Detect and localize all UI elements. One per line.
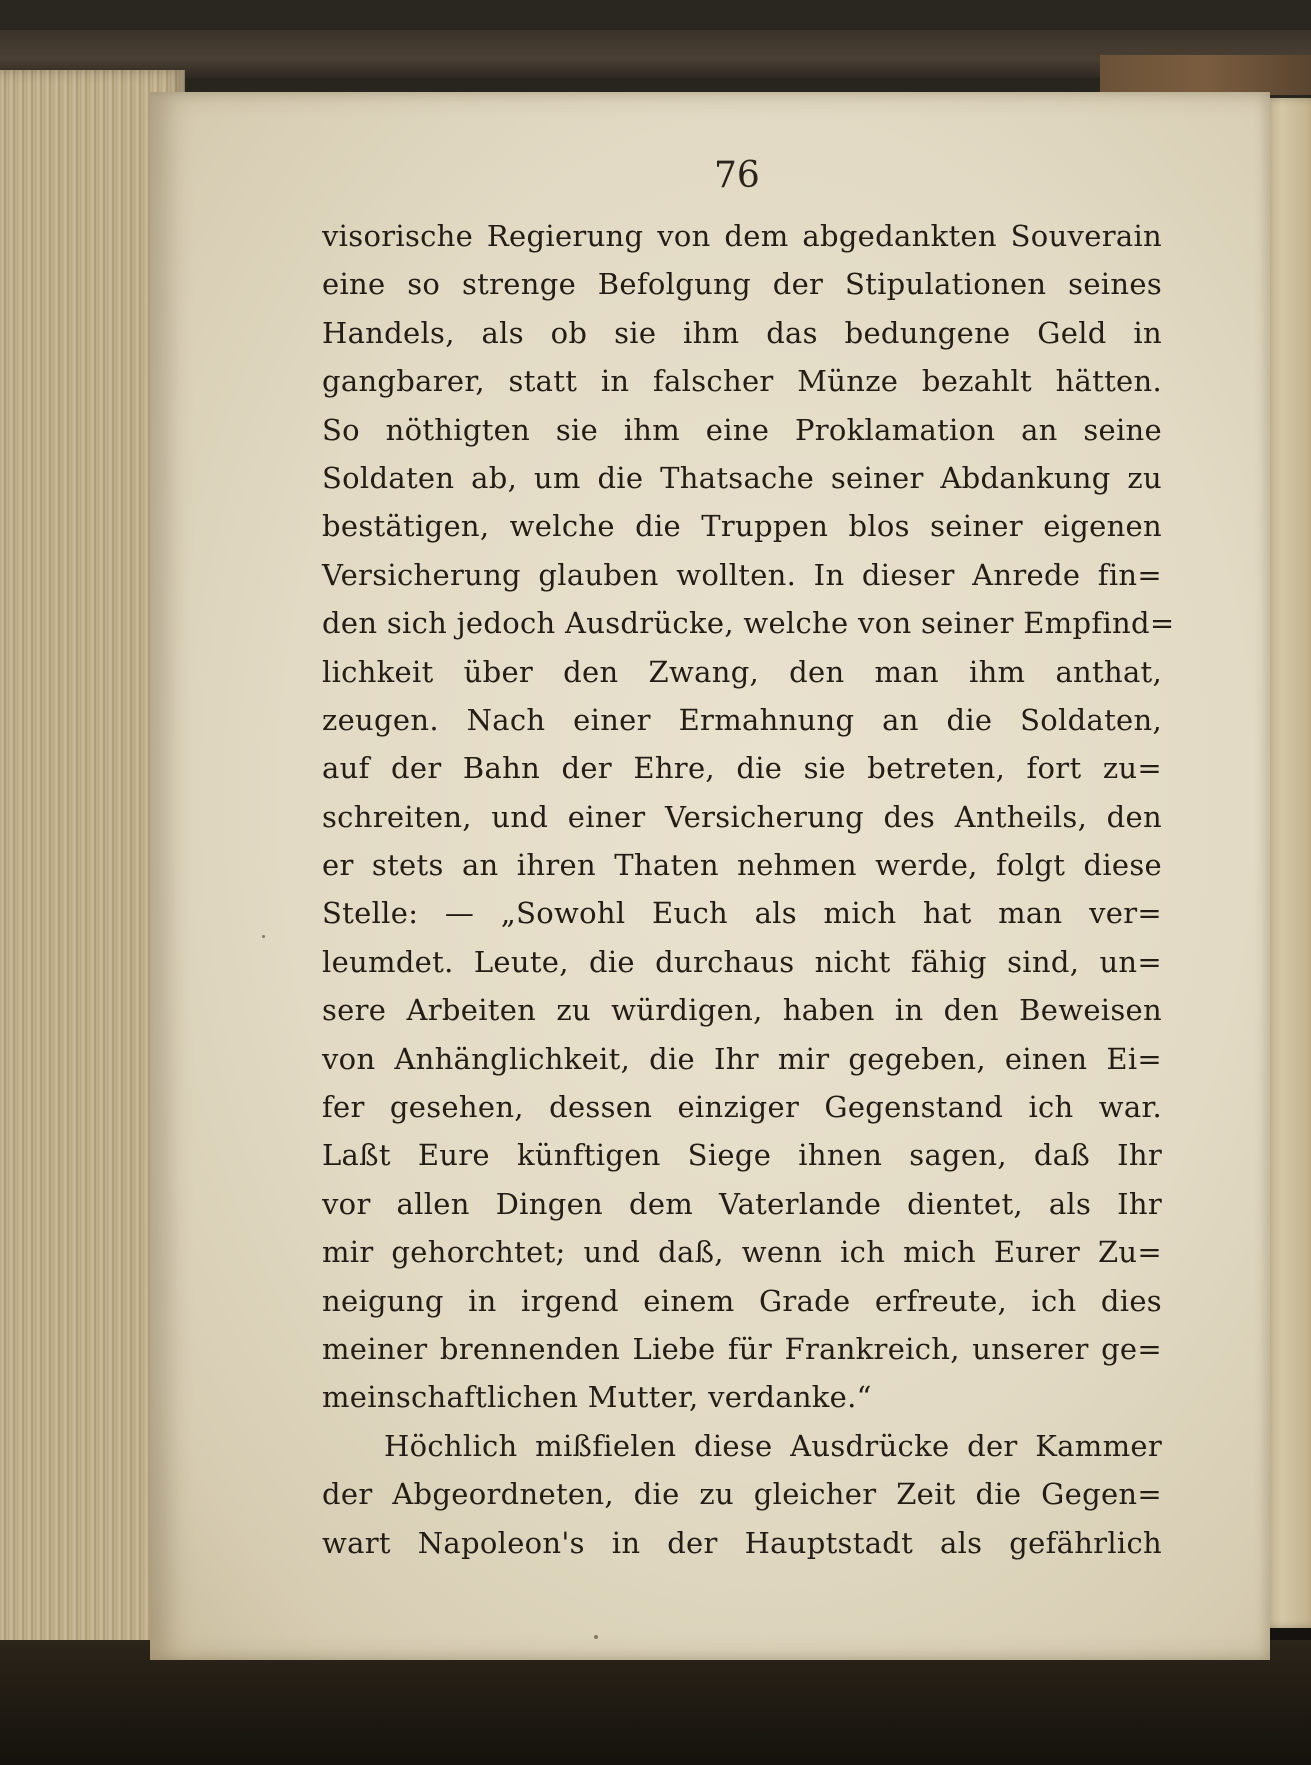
text-line: vor allen Dingen dem Vaterlande dientet, als Ihr [322,1186,1162,1221]
text-line: er stets an ihren Thaten nehmen werde, folgt diese [322,848,1162,883]
text-line: Stelle: — „Sowohl Euch als mich hat man ver= [322,896,1162,931]
text-line: gangbarer, statt in falscher Münze bezahlt hätten. [322,364,1162,399]
text-line: fer gesehen, dessen einziger Gegenstand ich war. [322,1090,1162,1125]
text-line: leumdet. Leute, die durchaus nicht fähig sind, un= [322,944,1162,979]
text-line: sere Arbeiten zu würdigen, haben in den Beweisen [322,993,1162,1028]
text-line: von Anhänglichkeit, die Ihr mir gegeben, einen Ei= [322,1041,1162,1076]
text-line: Soldaten ab, um die Thatsache seiner Abdankung zu [322,460,1162,495]
text-line: neigung in irgend einem Grade erfreute, ich dies [322,1283,1162,1318]
text-line: mir gehorchtet; und daß, wenn ich mich Eurer Zu= [322,1235,1162,1270]
text-line: So nöthigten sie ihm eine Proklamation an seine [322,412,1162,447]
text-line: Handels, als ob sie ihm das bedungene Geld in [322,315,1162,350]
book-cover-corner [1100,55,1311,95]
text-line: Versicherung glauben wollten. In dieser Anrede fin= [322,557,1162,592]
paper-speck [262,935,265,938]
text-line: den sich jedoch Ausdrücke, welche von seiner Empfind= [322,606,1175,641]
text-line: eine so strenge Befolgung der Stipulationen seines [322,267,1162,302]
text-line: lichkeit über den Zwang, den man ihm anthat, [322,654,1162,689]
text-line: der Abgeordneten, die zu gleicher Zeit die Gegen= [322,1477,1162,1512]
text-line: auf der Bahn der Ehre, die sie betreten, fort zu= [322,751,1162,786]
text-line: visorische Regierung von dem abgedankten Souverain [322,219,1162,253]
text-line: Laßt Eure künftigen Siege ihnen sagen, daß Ihr [322,1138,1162,1173]
page-number: 76 [714,155,760,196]
text-line: wart Napoleon's in der Hauptstadt als gefährlich [322,1525,1162,1560]
text-line: schreiten, und einer Versicherung des Antheils, den [322,799,1162,834]
page-text [322,212,1175,1567]
text-line: bestätigen, welche die Truppen blos seiner eigenen [322,509,1162,544]
text-line: zeugen. Nach einer Ermahnung an die Soldaten, [322,702,1162,737]
text-line: meinschaftlichen Mutter, verdanke.“ [322,1380,872,1415]
text-line: Höchlich mißfielen diese Ausdrücke der Kammer [384,1428,1162,1463]
text-line: meiner brennenden Liebe für Frankreich, unserer ge= [322,1331,1162,1366]
paper-speck [594,1635,598,1639]
